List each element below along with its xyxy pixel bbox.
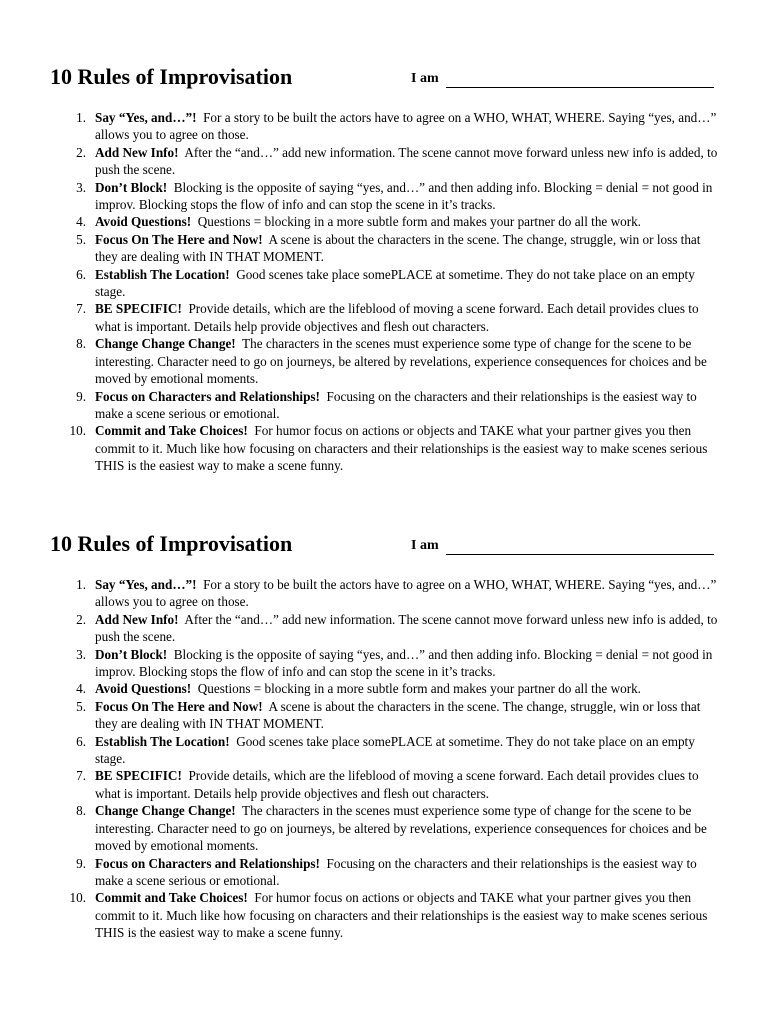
page-title: 10 Rules of Improvisation <box>50 64 293 89</box>
rule-number: 8. <box>76 803 86 819</box>
rule-item <box>0 213 720 230</box>
rule-item <box>0 855 720 890</box>
rule-text: For humor focus on actions or objects and TAKE what your partner gives you then commit to it. Much like how focusing on characters and their relationships is the easiest way to make scenes serious THIS is the easiest way to make a scene funny. <box>95 423 708 474</box>
rule-text: Good scenes take place somePLACE at sometime. They do not take place on an empty stage. <box>95 266 695 300</box>
rule-text: After the “and…” add new information. The scene cannot move forward unless new info is added, to push the scene. <box>95 611 718 645</box>
rule-item <box>0 680 720 697</box>
rule-number: 4. <box>76 681 86 697</box>
rule-text: Provide details, which are the lifeblood of moving a scene forward. Each detail provides clues to what is important. Details help provide objectives and flesh out characters. <box>95 768 699 801</box>
rules-list <box>0 576 768 942</box>
rule-number: 10. <box>69 423 86 439</box>
rule-number: 10. <box>69 890 86 906</box>
rule-heading: BE SPECIFIC! <box>95 768 182 784</box>
rule-text: For humor focus on actions or objects and TAKE what your partner gives you then commit to it. Much like how focusing on characters and their relationships is the easiest way to make scenes serious THIS is the easiest way to make a scene funny. <box>95 890 708 941</box>
rule-item <box>0 300 720 335</box>
rule-heading: Say “Yes, and…”! <box>95 577 197 592</box>
worksheet-bottom <box>0 529 768 941</box>
rule-heading: BE SPECIFIC! <box>95 301 182 317</box>
rule-number: 2. <box>76 144 86 160</box>
rule-heading: Add New Info! <box>95 611 179 627</box>
rule-text: Focusing on the characters and their relationships is the easiest way to make a scene serious or emotional. <box>95 388 697 421</box>
rule-number: 9. <box>76 388 86 404</box>
rule-number: 6. <box>76 266 86 282</box>
rule-item <box>0 802 720 854</box>
rule-item <box>0 335 720 387</box>
rule-number: 3. <box>76 179 86 195</box>
rule-text: For a story to be built the actors have to agree on a WHO, WHAT, WHERE. Saying “yes, and…” allows you to agree on those. <box>95 577 717 610</box>
rule-number: 5. <box>76 698 86 714</box>
rule-text: A scene is about the characters in the scene. The change, struggle, win or loss that they are dealing with IN THAT MOMENT. <box>95 231 701 265</box>
name-label: I am <box>411 538 439 553</box>
rule-item <box>0 889 720 941</box>
rule-text: The characters in the scenes must experience some type of change for the scene to be interesting. Character need to go on journeys, be altered by revelations, experience consequences for choices and be moved by emotional moments. <box>95 803 707 854</box>
rule-item <box>0 576 720 611</box>
worksheet-header <box>0 62 768 96</box>
rule-heading: Commit and Take Choices! <box>95 890 248 906</box>
rule-heading: Establish The Location! <box>95 733 230 749</box>
rule-heading: Don’t Block! <box>95 179 168 195</box>
rules-list <box>0 109 768 475</box>
rule-item <box>0 422 720 474</box>
rule-item <box>0 767 720 802</box>
rule-item <box>0 611 720 646</box>
name-blank-line[interactable] <box>446 87 714 88</box>
rule-text: Questions = blocking in a more subtle form and makes your partner do all the work. <box>197 214 641 230</box>
rule-text: After the “and…” add new information. The scene cannot move forward unless new info is added, to push the scene. <box>95 144 718 178</box>
rule-number: 3. <box>76 646 86 662</box>
rule-heading: Avoid Questions! <box>95 681 192 697</box>
rule-item <box>0 388 720 423</box>
rule-text: Focusing on the characters and their relationships is the easiest way to make a scene serious or emotional. <box>95 855 697 888</box>
rule-heading: Focus On The Here and Now! <box>95 698 263 714</box>
worksheet-header <box>0 529 768 563</box>
rule-item <box>0 231 720 266</box>
rule-item <box>0 144 720 179</box>
rule-heading: Focus On The Here and Now! <box>95 231 263 247</box>
rule-text: Blocking is the opposite of saying “yes, and…” and then adding info. Blocking = denial = not good in improv. Blocking stops the flow of info and can stop the scene in it’s tracks. <box>95 646 713 680</box>
rule-heading: Establish The Location! <box>95 266 230 282</box>
rule-item <box>0 646 720 681</box>
rule-number: 6. <box>76 733 86 749</box>
rule-number: 5. <box>76 231 86 247</box>
rule-item <box>0 266 720 301</box>
rule-heading: Change Change Change! <box>95 803 236 819</box>
rule-text: Provide details, which are the lifeblood of moving a scene forward. Each detail provides clues to what is important. Details help provide objectives and flesh out characters. <box>95 301 699 334</box>
rule-heading: Don’t Block! <box>95 646 168 662</box>
worksheet-top <box>0 62 768 474</box>
rule-item <box>0 733 720 768</box>
rule-heading: Change Change Change! <box>95 336 236 352</box>
rule-text: For a story to be built the actors have to agree on a WHO, WHAT, WHERE. Saying “yes, and…” allows you to agree on those. <box>95 110 717 143</box>
rule-number: 7. <box>76 768 86 784</box>
rule-text: The characters in the scenes must experience some type of change for the scene to be interesting. Character need to go on journeys, be altered by revelations, experience consequences for choices and be moved by emotional moments. <box>95 336 707 387</box>
rule-heading: Say “Yes, and…”! <box>95 110 197 125</box>
name-blank-line[interactable] <box>446 554 714 555</box>
rule-item <box>0 698 720 733</box>
rule-number: 4. <box>76 214 86 230</box>
name-label: I am <box>411 71 439 86</box>
rule-number: 1. <box>76 110 86 125</box>
rule-number: 9. <box>76 855 86 871</box>
page-title: 10 Rules of Improvisation <box>50 531 293 556</box>
rule-heading: Avoid Questions! <box>95 214 192 230</box>
rule-heading: Focus on Characters and Relationships! <box>95 855 320 871</box>
rule-text: Good scenes take place somePLACE at sometime. They do not take place on an empty stage. <box>95 733 695 767</box>
rule-number: 8. <box>76 336 86 352</box>
rule-number: 1. <box>76 577 86 592</box>
rule-item <box>0 179 720 214</box>
rule-heading: Add New Info! <box>95 144 179 160</box>
rule-item <box>0 109 720 144</box>
rule-text: Blocking is the opposite of saying “yes, and…” and then adding info. Blocking = denial = not good in improv. Blocking stops the flow of info and can stop the scene in it’s tracks. <box>95 179 713 213</box>
rule-number: 7. <box>76 301 86 317</box>
rule-number: 2. <box>76 611 86 627</box>
rule-heading: Focus on Characters and Relationships! <box>95 388 320 404</box>
rule-heading: Commit and Take Choices! <box>95 423 248 439</box>
rule-text: A scene is about the characters in the scene. The change, struggle, win or loss that they are dealing with IN THAT MOMENT. <box>95 698 701 732</box>
rule-text: Questions = blocking in a more subtle form and makes your partner do all the work. <box>197 681 641 697</box>
